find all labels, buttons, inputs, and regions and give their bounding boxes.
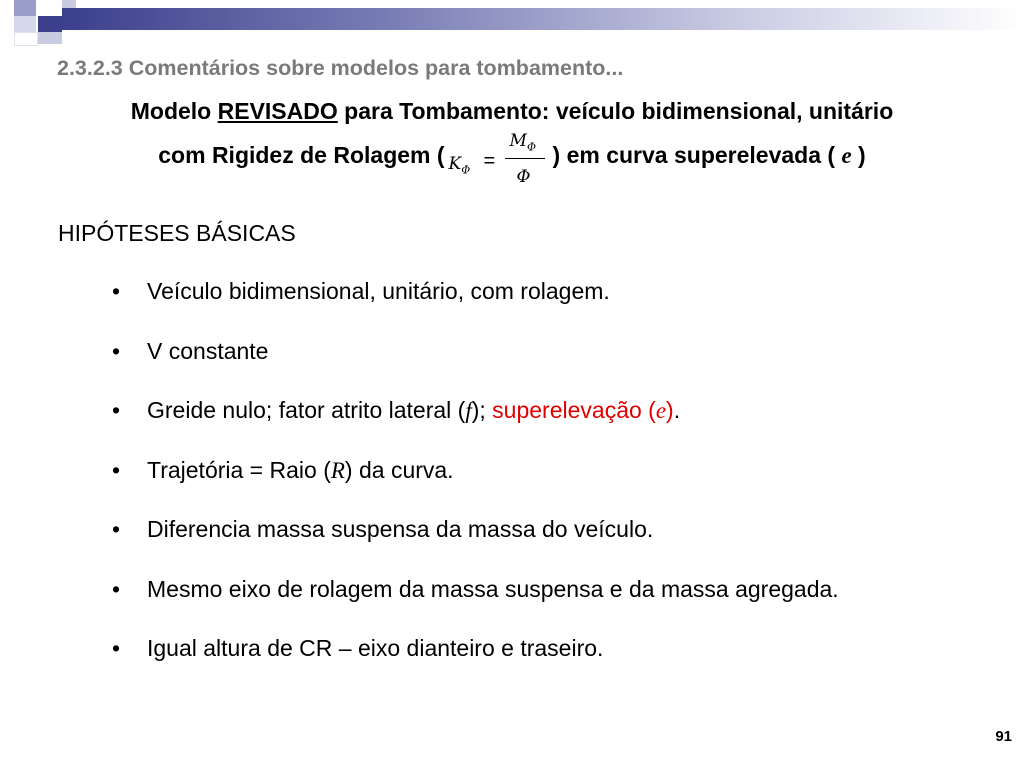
roll-stiffness-formula: [447, 130, 551, 187]
list-item: • Igual altura de CR – eixo dianteiro e traseiro.: [112, 635, 604, 661]
heading-rest: para Tombamento: veículo bidimensional, unitário: [337, 98, 894, 124]
header-square: [14, 0, 36, 16]
superelevation-text: superelevação (e): [492, 397, 674, 423]
header-square: [62, 0, 76, 8]
bullet-icon: •: [112, 516, 121, 542]
hypotheses-list: [112, 276, 839, 693]
heading-line-1: [0, 94, 1024, 128]
formula-equals: =: [483, 150, 496, 172]
formula-denominator: Φ: [516, 167, 531, 187]
page-number: 91: [995, 728, 1012, 745]
header-square: [38, 16, 62, 32]
list-item: • Greide nulo; fator atrito lateral (f); superelevação (e).: [112, 397, 681, 423]
bullet-icon: •: [112, 337, 121, 364]
header-gradient-bar: [62, 8, 1024, 30]
bullet-icon: •: [112, 397, 121, 423]
slide-subtitle: 2.3.2.3 Comentários sobre modelos para tombamento...: [57, 56, 624, 80]
list-item: • Veículo bidimensional, unitário, com rolagem.: [112, 278, 610, 304]
list-item: • Trajetória = Raio (R) da curva.: [112, 456, 454, 483]
bullet-icon: •: [112, 278, 121, 304]
bullet-icon: •: [112, 456, 121, 483]
heading-line-2: [0, 130, 1024, 187]
bullet-icon: •: [112, 635, 121, 661]
list-item: • Mesmo eixo de rolagem da massa suspensa e da massa agregada.: [112, 575, 839, 602]
heading-line2-start: com Rigidez de Rolagem (: [158, 142, 445, 169]
heading-e: e: [841, 143, 852, 169]
formula-numerator: $M_\Phi$: [509, 131, 536, 154]
section-title: HIPÓTESES BÁSICAS: [58, 220, 296, 246]
formula-fraction-bar: [505, 158, 545, 159]
bullet-icon: •: [112, 575, 121, 602]
heading-line2-end: ): [851, 142, 866, 169]
list-item: • V constante: [112, 337, 269, 364]
header-square: [14, 32, 38, 46]
formula-k: $K_\Phi$: [448, 154, 471, 177]
heading-prefix: Modelo: [130, 98, 218, 124]
header-square: [14, 16, 36, 32]
list-item: • Diferencia massa suspensa da massa do veículo.: [112, 516, 654, 542]
heading-revisado: REVISADO: [217, 98, 338, 124]
heading-line2-mid: ) em curva superelevada (: [552, 142, 842, 169]
header-square: [38, 32, 62, 44]
